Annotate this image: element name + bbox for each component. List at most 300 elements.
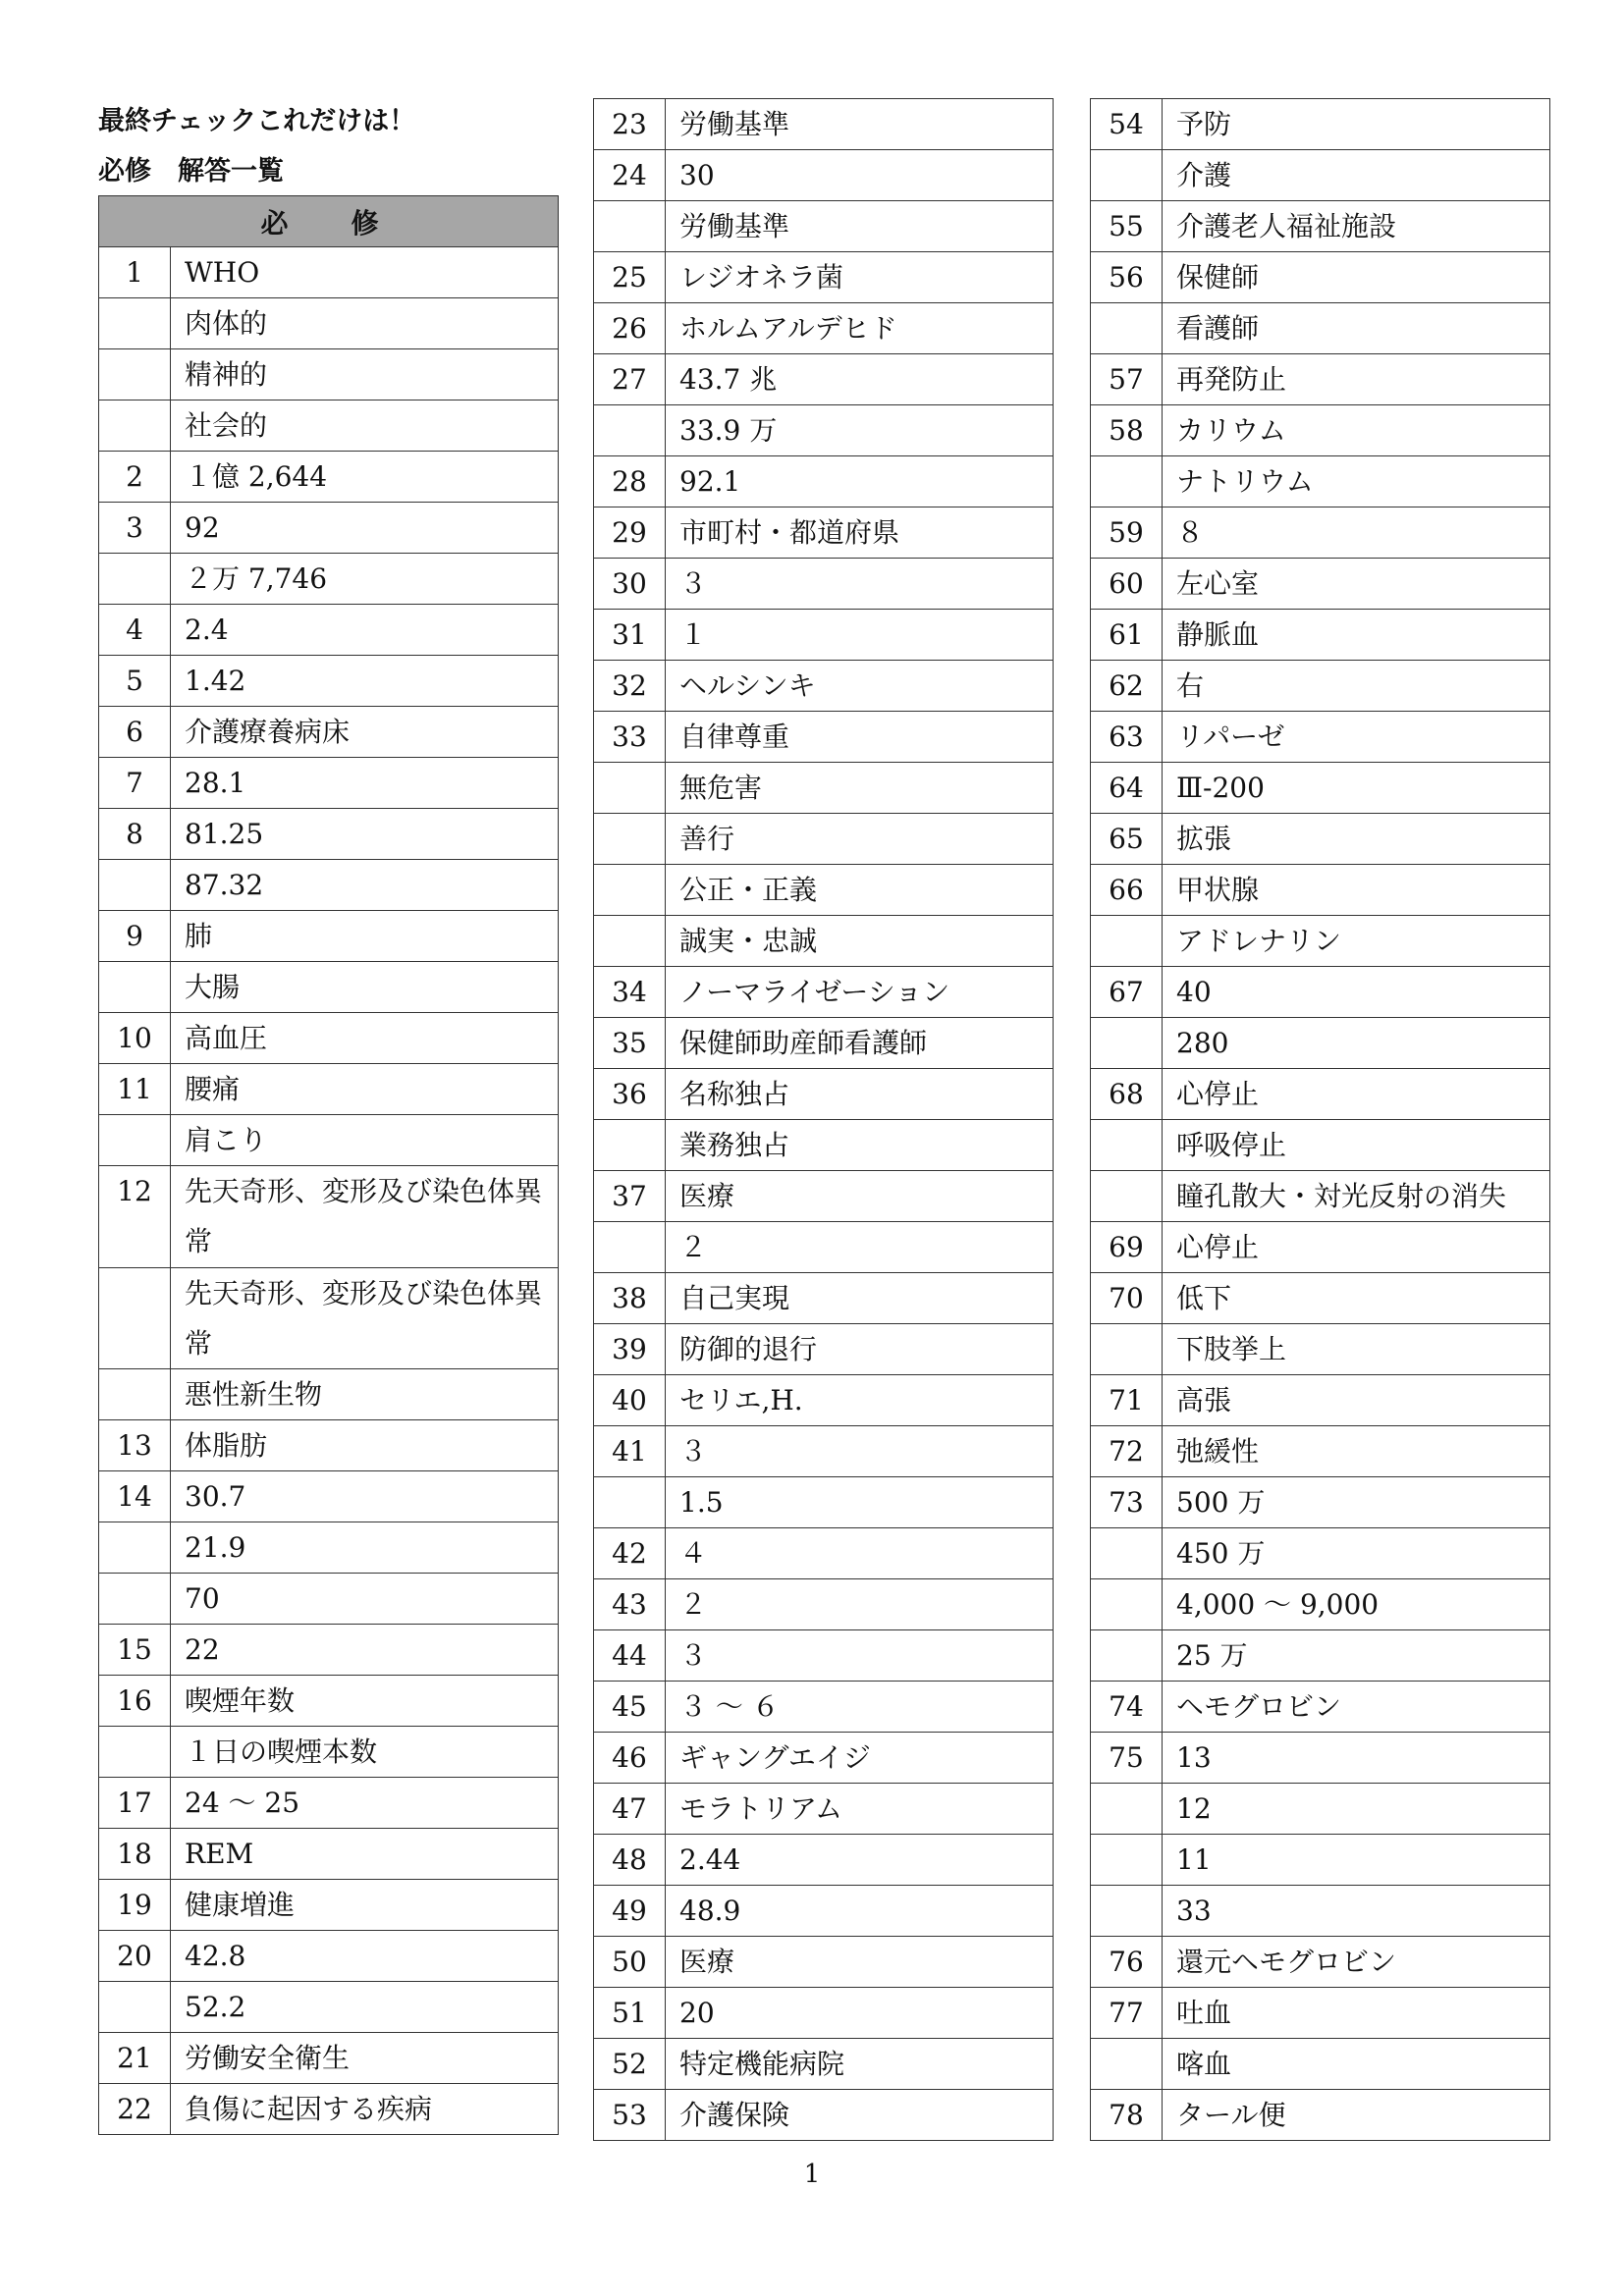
answer-text: 低下 xyxy=(1163,1273,1550,1324)
answer-text: 43.7 兆 xyxy=(666,354,1054,405)
question-number xyxy=(99,1574,171,1625)
question-number: 66 xyxy=(1091,865,1163,916)
table-row xyxy=(1091,1222,1550,1273)
table-row xyxy=(594,2039,1054,2090)
question-number: 43 xyxy=(594,1579,666,1630)
table-row xyxy=(1091,1273,1550,1324)
answer-text: 体脂肪 xyxy=(171,1420,559,1471)
table-row xyxy=(1091,763,1550,814)
answer-text: 肉体的 xyxy=(171,298,559,349)
table-row xyxy=(1091,1988,1550,2039)
answer-text: 還元ヘモグロビン xyxy=(1163,1937,1550,1988)
answer-text: 労働基準 xyxy=(666,201,1054,252)
table-row xyxy=(1091,559,1550,610)
answer-text: セリエ,H. xyxy=(666,1375,1054,1426)
table-row xyxy=(1091,354,1550,405)
question-number: 72 xyxy=(1091,1426,1163,1477)
table-row xyxy=(594,865,1054,916)
question-number: 58 xyxy=(1091,405,1163,456)
question-number: 20 xyxy=(99,1931,171,1982)
answer-text: 30 xyxy=(666,150,1054,201)
answer-text: 無危害 xyxy=(666,763,1054,814)
answer-text: ヘモグロビン xyxy=(1163,1682,1550,1733)
answer-text: 22 xyxy=(171,1625,559,1676)
question-number xyxy=(1091,1835,1163,1886)
question-number xyxy=(594,865,666,916)
answer-text: 健康増進 xyxy=(171,1880,559,1931)
question-number: 45 xyxy=(594,1682,666,1733)
document-subtitle: 必修 解答一覧 xyxy=(98,156,284,187)
answer-text: 防御的退行 xyxy=(666,1324,1054,1375)
table-row xyxy=(594,1528,1054,1579)
question-number: 77 xyxy=(1091,1988,1163,2039)
question-number: 29 xyxy=(594,507,666,559)
question-number: 40 xyxy=(594,1375,666,1426)
answer-text: 医療 xyxy=(666,1171,1054,1222)
table-row xyxy=(1091,712,1550,763)
answer-text: １億 2,644 xyxy=(171,452,559,503)
question-number xyxy=(99,1369,171,1420)
question-number: 42 xyxy=(594,1528,666,1579)
question-number xyxy=(99,554,171,605)
question-number: 7 xyxy=(99,758,171,809)
table-row xyxy=(99,2084,559,2135)
question-number: 51 xyxy=(594,1988,666,2039)
question-number: 6 xyxy=(99,707,171,758)
question-number: 67 xyxy=(1091,967,1163,1018)
question-number: 60 xyxy=(1091,559,1163,610)
table-row xyxy=(594,1171,1054,1222)
answer-text: 心停止 xyxy=(1163,1069,1550,1120)
question-number: 19 xyxy=(99,1880,171,1931)
answer-text: 40 xyxy=(1163,967,1550,1018)
answer-text: 450 万 xyxy=(1163,1528,1550,1579)
answer-text: 介護 xyxy=(1163,150,1550,201)
answer-text: 甲状腺 xyxy=(1163,865,1550,916)
question-number xyxy=(594,201,666,252)
question-number xyxy=(1091,916,1163,967)
table-row xyxy=(1091,303,1550,354)
question-number: 49 xyxy=(594,1886,666,1937)
question-number: 68 xyxy=(1091,1069,1163,1120)
answer-text: 吐血 xyxy=(1163,1988,1550,2039)
table-row xyxy=(99,758,559,809)
answer-text: 13 xyxy=(1163,1733,1550,1784)
question-number xyxy=(1091,1324,1163,1375)
question-number: 54 xyxy=(1091,99,1163,150)
table-row xyxy=(99,1115,559,1166)
table-row xyxy=(594,763,1054,814)
answer-text: WHO xyxy=(171,247,559,298)
question-number: 61 xyxy=(1091,610,1163,661)
question-number: 39 xyxy=(594,1324,666,1375)
table-row xyxy=(594,1426,1054,1477)
answer-text: 社会的 xyxy=(171,400,559,452)
question-number: 64 xyxy=(1091,763,1163,814)
question-number: 69 xyxy=(1091,1222,1163,1273)
table-row xyxy=(594,1375,1054,1426)
table-row xyxy=(594,814,1054,865)
question-number: 65 xyxy=(1091,814,1163,865)
table-row xyxy=(99,554,559,605)
answer-text: ３ xyxy=(666,1426,1054,1477)
answer-table-column-2 xyxy=(593,98,1054,2141)
table-row xyxy=(594,559,1054,610)
question-number xyxy=(1091,1886,1163,1937)
question-number xyxy=(1091,1784,1163,1835)
question-number: 32 xyxy=(594,661,666,712)
question-number xyxy=(99,349,171,400)
question-number: 5 xyxy=(99,656,171,707)
table-row xyxy=(1091,1630,1550,1682)
table-row xyxy=(594,1069,1054,1120)
answer-text: ３ xyxy=(666,559,1054,610)
question-number xyxy=(99,1727,171,1778)
question-number: 70 xyxy=(1091,1273,1163,1324)
table-row xyxy=(99,503,559,554)
question-number: 16 xyxy=(99,1676,171,1727)
answer-text: 500 万 xyxy=(1163,1477,1550,1528)
question-number xyxy=(99,1522,171,1574)
answer-text: 精神的 xyxy=(171,349,559,400)
table-row xyxy=(99,1369,559,1420)
table-row xyxy=(1091,1733,1550,1784)
table-row xyxy=(594,456,1054,507)
table-row xyxy=(594,916,1054,967)
question-number: 13 xyxy=(99,1420,171,1471)
table-row xyxy=(99,1166,559,1268)
table-row xyxy=(1091,2090,1550,2141)
table-row xyxy=(1091,2039,1550,2090)
question-number: 28 xyxy=(594,456,666,507)
answer-text: ３ xyxy=(666,1630,1054,1682)
answer-text: 拡張 xyxy=(1163,814,1550,865)
answer-table-column-3 xyxy=(1090,98,1550,2141)
answer-text: 280 xyxy=(1163,1018,1550,1069)
answer-text: ４ xyxy=(666,1528,1054,1579)
table-row xyxy=(594,507,1054,559)
table-row xyxy=(99,1982,559,2033)
question-number: 63 xyxy=(1091,712,1163,763)
question-number xyxy=(594,763,666,814)
answer-text: 静脈血 xyxy=(1163,610,1550,661)
answer-text: 21.9 xyxy=(171,1522,559,1574)
answer-text: カリウム xyxy=(1163,405,1550,456)
table-header: 必 修 xyxy=(99,196,559,247)
table-row xyxy=(594,1937,1054,1988)
table-row xyxy=(1091,610,1550,661)
question-number xyxy=(594,814,666,865)
table-row xyxy=(594,1630,1054,1682)
table-row xyxy=(1091,1886,1550,1937)
question-number: 23 xyxy=(594,99,666,150)
table-row xyxy=(99,809,559,860)
table-row xyxy=(594,712,1054,763)
table-row xyxy=(594,201,1054,252)
question-number: 11 xyxy=(99,1064,171,1115)
question-number xyxy=(594,405,666,456)
question-number: 75 xyxy=(1091,1733,1163,1784)
table-row xyxy=(99,1574,559,1625)
table-row xyxy=(594,1988,1054,2039)
question-number: 8 xyxy=(99,809,171,860)
answer-text: 肩こり xyxy=(171,1115,559,1166)
answer-text: 先天奇形、変形及び染色体異常 xyxy=(171,1166,559,1268)
answer-text: 介護保険 xyxy=(666,2090,1054,2141)
question-number: 74 xyxy=(1091,1682,1163,1733)
table-row xyxy=(594,405,1054,456)
table-row xyxy=(1091,201,1550,252)
document-title: 最終チェックこれだけは！ xyxy=(98,106,416,136)
question-number: 33 xyxy=(594,712,666,763)
question-number: 48 xyxy=(594,1835,666,1886)
answer-text: 先天奇形、変形及び染色体異常 xyxy=(171,1267,559,1369)
answer-text: 呼吸停止 xyxy=(1163,1120,1550,1171)
question-number: 26 xyxy=(594,303,666,354)
answer-text: 12 xyxy=(1163,1784,1550,1835)
table-row xyxy=(594,1120,1054,1171)
question-number xyxy=(594,1222,666,1273)
question-number: 59 xyxy=(1091,507,1163,559)
answer-table-column-1 xyxy=(98,195,559,2135)
answer-text: ２万 7,746 xyxy=(171,554,559,605)
question-number: 73 xyxy=(1091,1477,1163,1528)
table-row xyxy=(99,707,559,758)
question-number: 55 xyxy=(1091,201,1163,252)
table-row xyxy=(594,1477,1054,1528)
answer-text: 保健師 xyxy=(1163,252,1550,303)
table-row xyxy=(1091,814,1550,865)
table-row xyxy=(1091,1784,1550,1835)
answer-text: 弛緩性 xyxy=(1163,1426,1550,1477)
answer-text: タール便 xyxy=(1163,2090,1550,2141)
answer-text: 1.5 xyxy=(666,1477,1054,1528)
answer-text: 業務独占 xyxy=(666,1120,1054,1171)
table-row xyxy=(594,2090,1054,2141)
question-number xyxy=(1091,150,1163,201)
question-number xyxy=(99,1982,171,2033)
question-number xyxy=(1091,2039,1163,2090)
answer-text: 高張 xyxy=(1163,1375,1550,1426)
table-row xyxy=(1091,99,1550,150)
answer-text: 70 xyxy=(171,1574,559,1625)
table-row xyxy=(99,349,559,400)
question-number: 34 xyxy=(594,967,666,1018)
question-number xyxy=(594,1477,666,1528)
table-row xyxy=(1091,1682,1550,1733)
question-number xyxy=(1091,1528,1163,1579)
question-number: 12 xyxy=(99,1166,171,1268)
question-number: 56 xyxy=(1091,252,1163,303)
answer-text: 81.25 xyxy=(171,809,559,860)
table-row xyxy=(594,661,1054,712)
question-number: 57 xyxy=(1091,354,1163,405)
table-row xyxy=(1091,1375,1550,1426)
answer-text: ナトリウム xyxy=(1163,456,1550,507)
question-number xyxy=(99,298,171,349)
answer-text: 公正・正義 xyxy=(666,865,1054,916)
table-row xyxy=(594,303,1054,354)
question-number: 15 xyxy=(99,1625,171,1676)
table-row xyxy=(594,1886,1054,1937)
question-number: 41 xyxy=(594,1426,666,1477)
answer-text: 87.32 xyxy=(171,860,559,911)
answer-text: 介護療養病床 xyxy=(171,707,559,758)
table-row xyxy=(594,1579,1054,1630)
table-row xyxy=(594,967,1054,1018)
answer-text: 28.1 xyxy=(171,758,559,809)
table-row xyxy=(99,1778,559,1829)
answer-text: 左心室 xyxy=(1163,559,1550,610)
table-row xyxy=(1091,865,1550,916)
question-number: 3 xyxy=(99,503,171,554)
answer-text: 1.42 xyxy=(171,656,559,707)
answer-text: １日の喫煙本数 xyxy=(171,1727,559,1778)
table-row xyxy=(1091,456,1550,507)
answer-text: 2.4 xyxy=(171,605,559,656)
answer-text: リパーゼ xyxy=(1163,712,1550,763)
table-row xyxy=(1091,252,1550,303)
answer-text: 20 xyxy=(666,1988,1054,2039)
answer-text: Ⅲ-200 xyxy=(1163,763,1550,814)
answer-text: 瞳孔散大・対光反射の消失 xyxy=(1163,1171,1550,1222)
table-row xyxy=(99,656,559,707)
question-number: 30 xyxy=(594,559,666,610)
answer-text: 労働基準 xyxy=(666,99,1054,150)
table-row xyxy=(594,1784,1054,1835)
table-row xyxy=(99,1727,559,1778)
answer-text: 24 ～ 25 xyxy=(171,1778,559,1829)
answer-text: ヘルシンキ xyxy=(666,661,1054,712)
answer-text: 善行 xyxy=(666,814,1054,865)
answer-text: 42.8 xyxy=(171,1931,559,1982)
page-number: 1 xyxy=(803,2160,821,2189)
answer-text: 予防 xyxy=(1163,99,1550,150)
question-number xyxy=(594,1120,666,1171)
table-row xyxy=(1091,1937,1550,1988)
answer-text: 負傷に起因する疾病 xyxy=(171,2084,559,2135)
question-number: 10 xyxy=(99,1013,171,1064)
answer-text: 2.44 xyxy=(666,1835,1054,1886)
question-number: 52 xyxy=(594,2039,666,2090)
answer-text: 医療 xyxy=(666,1937,1054,1988)
answer-text: 労働安全衛生 xyxy=(171,2033,559,2084)
answer-text: 喫煙年数 xyxy=(171,1676,559,1727)
question-number: 14 xyxy=(99,1471,171,1522)
answer-text: 大腸 xyxy=(171,962,559,1013)
table-row xyxy=(99,605,559,656)
table-row xyxy=(594,1273,1054,1324)
answer-text: ギャングエイジ xyxy=(666,1733,1054,1784)
table-row xyxy=(99,911,559,962)
table-row xyxy=(1091,150,1550,201)
question-number xyxy=(1091,1120,1163,1171)
question-number xyxy=(594,916,666,967)
answer-text: REM xyxy=(171,1829,559,1880)
answer-text: １ xyxy=(666,610,1054,661)
question-number: 62 xyxy=(1091,661,1163,712)
answer-text: 保健師助産師看護師 xyxy=(666,1018,1054,1069)
question-number: 38 xyxy=(594,1273,666,1324)
answer-text: 92.1 xyxy=(666,456,1054,507)
answer-text: 高血圧 xyxy=(171,1013,559,1064)
table-row xyxy=(1091,1426,1550,1477)
table-row xyxy=(99,1471,559,1522)
answer-text: ノーマライゼーション xyxy=(666,967,1054,1018)
table-row xyxy=(594,1018,1054,1069)
table-row xyxy=(1091,1018,1550,1069)
question-number: 78 xyxy=(1091,2090,1163,2141)
answer-text: ２ xyxy=(666,1222,1054,1273)
table-row xyxy=(99,1829,559,1880)
table-row xyxy=(99,452,559,503)
table-row xyxy=(1091,661,1550,712)
answer-text: 25 万 xyxy=(1163,1630,1550,1682)
question-number: 22 xyxy=(99,2084,171,2135)
answer-text: 33 xyxy=(1163,1886,1550,1937)
table-row xyxy=(594,354,1054,405)
question-number xyxy=(1091,1630,1163,1682)
table-row xyxy=(99,2033,559,2084)
table-row xyxy=(1091,405,1550,456)
question-number xyxy=(1091,303,1163,354)
question-number: 76 xyxy=(1091,1937,1163,1988)
question-number: 25 xyxy=(594,252,666,303)
table-row xyxy=(99,1522,559,1574)
answer-text: 誠実・忠誠 xyxy=(666,916,1054,967)
table-row xyxy=(594,150,1054,201)
table-row xyxy=(99,1625,559,1676)
table-row xyxy=(99,1931,559,1982)
answer-text: 48.9 xyxy=(666,1886,1054,1937)
answer-text: レジオネラ菌 xyxy=(666,252,1054,303)
answer-text: ８ xyxy=(1163,507,1550,559)
question-number xyxy=(99,860,171,911)
table-row xyxy=(99,1013,559,1064)
table-row xyxy=(1091,1477,1550,1528)
question-number: 9 xyxy=(99,911,171,962)
question-number xyxy=(1091,1579,1163,1630)
question-number xyxy=(99,1115,171,1166)
answer-text: 市町村・都道府県 xyxy=(666,507,1054,559)
answer-text: 92 xyxy=(171,503,559,554)
question-number xyxy=(99,1267,171,1369)
table-row xyxy=(594,1682,1054,1733)
table-row xyxy=(1091,967,1550,1018)
answer-text: 自己実現 xyxy=(666,1273,1054,1324)
question-number: 35 xyxy=(594,1018,666,1069)
question-number: 18 xyxy=(99,1829,171,1880)
table-row xyxy=(594,99,1054,150)
question-number: 37 xyxy=(594,1171,666,1222)
question-number xyxy=(1091,1171,1163,1222)
question-number: 27 xyxy=(594,354,666,405)
answer-text: 4,000 ～ 9,000 xyxy=(1163,1579,1550,1630)
table-row xyxy=(594,1222,1054,1273)
answer-text: ホルムアルデヒド xyxy=(666,303,1054,354)
question-number: 36 xyxy=(594,1069,666,1120)
table-row xyxy=(99,1267,559,1369)
table-row xyxy=(99,1064,559,1115)
question-number xyxy=(1091,456,1163,507)
answer-text: 30.7 xyxy=(171,1471,559,1522)
question-number: 71 xyxy=(1091,1375,1163,1426)
table-row xyxy=(1091,1579,1550,1630)
table-row xyxy=(1091,1835,1550,1886)
answer-text: 看護師 xyxy=(1163,303,1550,354)
question-number: 50 xyxy=(594,1937,666,1988)
table-row xyxy=(99,298,559,349)
